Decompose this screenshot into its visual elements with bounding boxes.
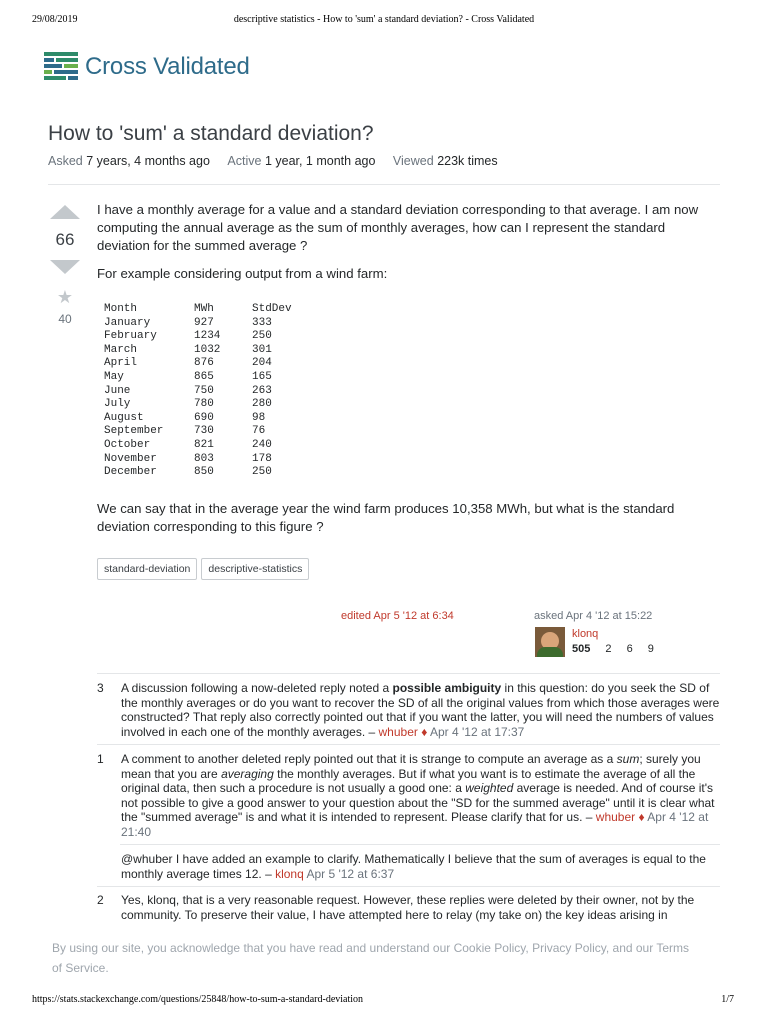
vote-score: 66 — [55, 230, 75, 249]
table-row — [104, 425, 721, 439]
table-cell: 333 — [252, 316, 272, 329]
comment-divider — [97, 886, 720, 887]
question-meta — [48, 154, 512, 168]
table-row — [104, 398, 721, 412]
comment-text: A discussion following a now-deleted reply noted a possible ambiguity in this question: do you seek the SD of the monthly averages or do you want to recover the SD of all the original values from which those averages were constructed? That reply also correctly pointed out that if you want the latter, you will need the numbers of values involved in each one of the monthly averages. – whuber ♦ Apr 4 '12 at 17:37 — [121, 681, 720, 739]
table-cell: 1234 — [194, 330, 221, 343]
comment-score: 1 — [97, 752, 104, 766]
comment-time[interactable]: Apr 4 '12 at 21:40 — [121, 810, 709, 839]
tag-standard-deviation[interactable]: standard-deviation — [97, 558, 197, 580]
table-cell: 1032 — [194, 343, 221, 356]
table-row — [104, 466, 721, 480]
table-cell: 750 — [194, 384, 214, 397]
user-card — [535, 627, 666, 657]
table-cell: February — [104, 330, 157, 343]
downvote-arrow-icon[interactable] — [50, 260, 80, 274]
table-cell: 165 — [252, 370, 272, 383]
viewed-info — [393, 154, 498, 168]
print-page-title: descriptive statistics - How to 'sum' a standard deviation? - Cross Validated — [233, 14, 535, 25]
comment-text: Yes, klonq, that is a very reasonable request. However, these replies were deleted by their owner, not by the community. To preserve their value, I have attempted here to relay (my take on) the key ideas arising in — [121, 893, 695, 922]
site-logo[interactable] — [44, 52, 250, 82]
user-name[interactable]: klonq — [572, 628, 599, 640]
print-date: 29/08/2019 — [32, 14, 78, 25]
active-value[interactable]: 1 year, 1 month ago — [264, 154, 376, 168]
table-cell: 850 — [194, 466, 214, 479]
vote-panel — [47, 205, 83, 326]
favorite-count: 40 — [58, 312, 72, 326]
table-cell: May — [104, 370, 124, 383]
active-label: Active — [227, 154, 262, 168]
comment-text: @whuber I have added an example to clarify. Mathematically I believe that the sum of averages is equal to the monthly average times 12. – klonq Apr 5 '12 at 6:37 — [121, 852, 706, 881]
comment — [97, 893, 720, 922]
comment-user[interactable]: klonq — [275, 866, 304, 881]
table-cell: September — [104, 425, 164, 438]
code-block — [104, 303, 721, 480]
header-divider — [48, 184, 720, 185]
table-row — [104, 439, 721, 453]
table-cell: July — [104, 398, 131, 411]
table-cell: 76 — [252, 425, 266, 438]
table-cell: October — [104, 438, 151, 451]
table-cell: 803 — [194, 452, 214, 465]
comment-user[interactable]: whuber — [595, 810, 636, 825]
table-header-cell: Month — [104, 303, 138, 315]
moderator-diamond-icon: ♦ — [421, 724, 428, 739]
body-paragraph: I have a monthly average for a value and a standard deviation corresponding to that average. I am now computing the annual average as the sum of monthly averages, how can I represent the standard deviation for the summed average ? — [97, 202, 699, 253]
table-cell: 730 — [194, 425, 214, 438]
print-url: https://stats.stackexchange.com/questions/25848/how-to-sum-a-standard-deviation — [32, 994, 364, 1005]
table-row — [104, 412, 721, 426]
comment-user[interactable]: whuber — [378, 724, 418, 739]
table-rows — [104, 317, 721, 480]
silver-badge-count: 6 — [626, 643, 633, 655]
table-cell: April — [104, 357, 138, 370]
favorite-star-icon[interactable]: ★ — [56, 287, 74, 307]
table-cell: June — [104, 384, 131, 397]
table-cell: 280 — [252, 398, 272, 411]
comment-score: 2 — [97, 893, 104, 907]
table-cell: 178 — [252, 452, 272, 465]
moderator-diamond-icon: ♦ — [638, 810, 645, 825]
cross-validated-logo-icon — [44, 52, 78, 82]
question-body — [97, 201, 721, 536]
comment — [97, 752, 720, 840]
viewed-value: 223k times — [437, 154, 498, 168]
table-cell: 821 — [194, 438, 214, 451]
table-row — [104, 371, 721, 385]
table-header-cell: StdDev — [252, 303, 292, 315]
comment-time[interactable]: Apr 5 '12 at 6:37 — [306, 866, 395, 881]
comment — [97, 852, 720, 881]
table-row — [104, 330, 721, 344]
user-reputation: 505 — [572, 643, 591, 655]
table-row — [104, 344, 721, 358]
table-cell: 250 — [252, 466, 272, 479]
table-cell: March — [104, 343, 138, 356]
table-cell: 301 — [252, 343, 272, 356]
table-row — [104, 385, 721, 399]
print-header — [0, 14, 768, 30]
comment-score: 3 — [97, 681, 104, 695]
table-cell: August — [104, 411, 144, 424]
active-info — [227, 154, 379, 168]
table-cell: 250 — [252, 330, 272, 343]
question-title[interactable]: How to 'sum' a standard deviation? — [48, 122, 374, 145]
table-cell: 876 — [194, 357, 214, 370]
body-paragraph: We can say that in the average year the wind farm produces 10,358 MWh, but what is the standard deviation corresponding to this figure ? — [97, 500, 675, 534]
table-cell: 263 — [252, 384, 272, 397]
table-row — [104, 317, 721, 331]
tag-descriptive-statistics[interactable]: descriptive-statistics — [201, 558, 309, 580]
avatar[interactable] — [535, 627, 565, 657]
bronze-badge-count: 9 — [647, 643, 654, 655]
table-cell: 240 — [252, 438, 272, 451]
cookie-banner — [0, 930, 768, 986]
user-info — [572, 627, 666, 657]
comment-divider — [120, 844, 720, 845]
asked-label: Asked — [48, 154, 83, 168]
table-row — [104, 453, 721, 467]
table-row — [104, 357, 721, 371]
site-name: Cross Validated — [85, 53, 250, 80]
comments-divider — [97, 673, 720, 674]
table-cell: 98 — [252, 411, 266, 424]
comment-divider — [97, 744, 720, 745]
edited-link[interactable]: edited Apr 5 '12 at 6:34 — [341, 610, 454, 622]
table-header-row — [104, 303, 721, 317]
print-page-number: 1/7 — [721, 994, 734, 1005]
table-cell: 927 — [194, 316, 214, 329]
table-header-cell: MWh — [194, 303, 214, 315]
comment — [97, 681, 720, 739]
cookie-notice-text: By using our site, you acknowledge that you have read and understand our Cookie Policy, Privacy Policy, and our Terms of Service. — [52, 941, 690, 975]
table-cell: January — [104, 316, 151, 329]
table-cell: November — [104, 452, 157, 465]
table-cell: 865 — [194, 370, 214, 383]
table-cell: 780 — [194, 398, 214, 411]
table-cell: 690 — [194, 411, 214, 424]
tag-list — [97, 558, 313, 580]
comment-time[interactable]: Apr 4 '12 at 17:37 — [430, 724, 525, 739]
asked-value: 7 years, 4 months ago — [86, 154, 210, 168]
table-cell: 204 — [252, 357, 272, 370]
asked-info — [48, 154, 213, 168]
body-paragraph: For example considering output from a wind farm: — [97, 266, 388, 281]
viewed-label: Viewed — [392, 154, 434, 168]
table-cell: December — [104, 466, 157, 479]
gold-badge-count: 2 — [605, 643, 612, 655]
asked-card-label: asked Apr 4 '12 at 15:22 — [534, 610, 653, 622]
upvote-arrow-icon[interactable] — [50, 205, 80, 219]
comment-text: A comment to another deleted reply pointed out that it is strange to compute an average as a sum; surely you mean that you are averaging the monthly averages. But if what you want is to estimate the average of all the original data, then such a procedure is not usually a good one: a weighted average is needed. And of course it's not possible to give a good answer to your question about the "SD for the summed average" until it is clear what the "summed average" is and what it is intended to represent. Please clarify that for us. – whuber ♦ Apr 4 '12 at 21:40 — [121, 752, 715, 839]
